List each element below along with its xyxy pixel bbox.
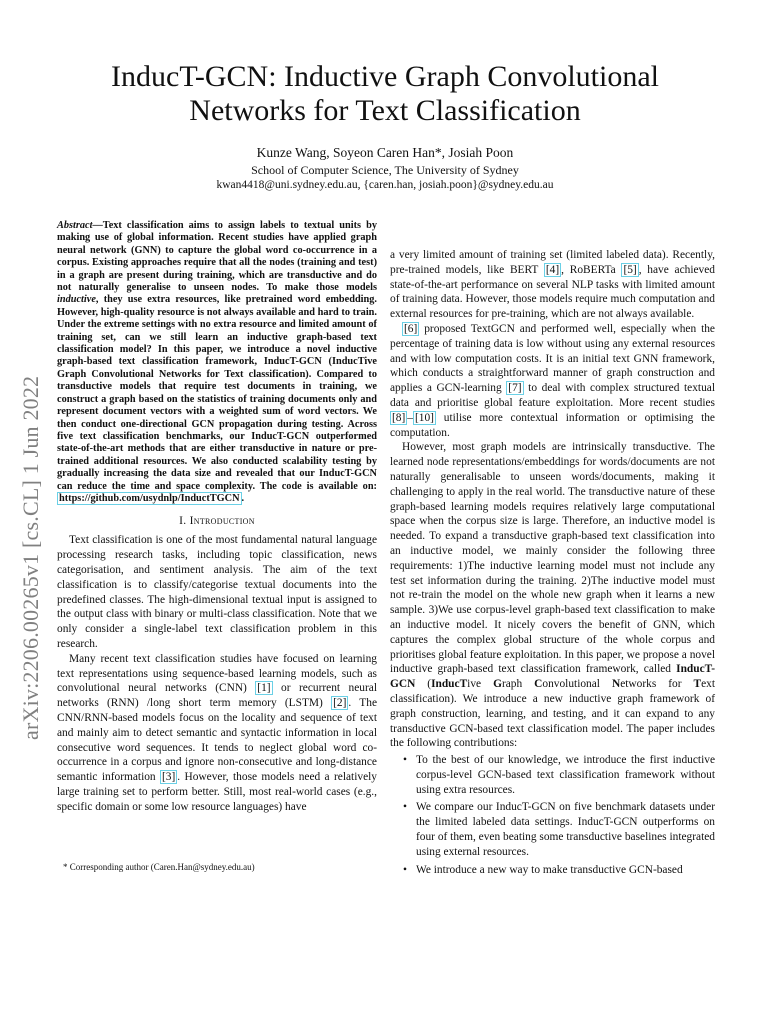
abstract-text-1: Text classification aims to assign labels to textual units by making use of global information. Recent studies have applied graph neural network (GNN) to capture the global word co-occurrence in a corpus. Existing approaches require that all the nodes (training and test) in a graph are present during training, which are transductive and do not naturally generalise to unseen nodes. To make those models [57,220,377,294]
right-p1-text-c: , have achieved state-of-the-art performance on several NLP tasks with limited amount of training data. However, those models require much computation and external resources for pre-training, which are not always available. [390,263,715,321]
intro-p2-text-c: . The CNN/RNN-based models focus on the locality and sequence of text and mainly aim to detect semantic and syntactic information in local consecutive word sequences. It tends to neglect global word co-occurrence in a corpus and ignore non-consecutive and long-distance semantic information [57,697,378,784]
contribution-item [390,753,715,797]
right-p3-text-a: However, most graph models are intrinsically transductive. The learned node representations/embeddings for words/documents are not naturally generalisable to unseen words/documents, making it challenging to apply in the real world. The transductive nature of these graph-based learning models requires relatively large computational space when the corpus size is large. Therefore, an inductive model is needed. To expand a transductive graph-based text classification into an inductive model, we mainly consider the following three requirements: 1)The inductive learning model must not include any test set information during the training. 2)The inductive model must not re-train the model on the whole new graph when it learns a new sample. 3)We use corpus-level graph-based text classification to make an inductive model. It nicely covers the benefit of GNN, which captures the complex global structure of the whole corpus and prioritises global feature exploitation. In this paper, we propose a novel inductive graph-based text classification framework, called [390,441,715,676]
acronym-text-3: onvolutional [542,678,612,691]
footnote: * Corresponding author (Caren.Han@sydney.edu.au) [63,862,255,872]
acronym-bold-2: G [493,678,502,691]
code-link[interactable]: https://github.com/usydnlp/InductTGCN [59,492,240,504]
model-name: InducT-GCN [390,663,715,691]
intro-paragraph-1: Text classification is one of the most fundamental natural language processing research tasks, including topic classification, news categorisation, and sentiment analysis. The aim of the text classification is to classify/categorise textual documents into the predefined classes. The high-dimensional textual input is assigned to the output class with binary or multi-class classification. Note that we only consider a single-label text classification problem in this research. [57,534,377,650]
citation-3[interactable]: [3] [162,771,176,784]
intro-p2-text-b: or recurrent neural networks (RNN) /long short term memory (LSTM) [57,682,377,710]
acronym-bold-5: T [693,678,702,691]
contribution-item [390,800,715,859]
contribution-list [390,753,715,877]
abstract-emphasis: inductive [57,294,96,306]
contribution-item [390,863,715,878]
acronym-bold-1: InducT [431,678,468,691]
paper-title: InducT-GCN: Inductive Graph Convolutional Networks for Text Classification [111,60,659,127]
citation-4[interactable]: [4] [545,263,560,276]
right-p2-text-c: utilise more contextual information or optimising the computation. [390,411,715,439]
right-p1-text-a: a very limited amount of training set (limited labeled data). Recently, pre-trained models, like BERT [390,249,715,276]
intro-paragraph-2 [57,652,377,815]
acronym-text-5: ext classification). We introduce a new inductive graph framework of graph construction, learning, and testing, and it can expand to any transductive GCN-based text classification model. The paper includes the following contributions: [390,678,715,750]
section-heading-introduction: I. Introduction [179,515,255,528]
citation-10[interactable]: [10] [415,411,434,424]
contribution-text: We compare our InducT-GCN on five benchmark datasets under the limited labeled data settings. InducT-GCN outperforms on four of them, even beating some transductive baselines integrated using external resources. [416,801,715,858]
right-paragraph-3 [390,440,715,751]
intro-p2-text-a: Many recent text classification studies have focused on learning text representations using sequence-based learning models, such as convolutional neural networks (CNN) [57,652,377,695]
citation-6[interactable]: [6] [404,322,418,335]
citation-1[interactable]: [1] [257,682,271,695]
contribution-text: To the best of our knowledge, we introduce the first inductive corpus-level GCN-based text classification framework without using extra resources. [416,754,715,796]
citation-2[interactable]: [2] [333,697,347,710]
arxiv-identifier: arXiv:2206.00265v1 [cs.CL] 1 Jun 2022 [18,375,43,740]
bullet-icon: • [403,801,407,814]
right-p2-text-a: proposed TextGCN and performed well, especially when the percentage of training data is low without using any external resources and with low computation costs. It is an initial text GNN framework, which conducts a straightforward manner of graph construction and applies a GCN-learning [390,322,715,395]
citation-5[interactable]: [5] [623,263,637,276]
acronym-text-2: raph [501,678,535,691]
citation-8[interactable]: [8] [392,411,406,424]
abstract-end: . [241,492,245,504]
intro-p2-text-d: . However, those models need a relatively large training set to perform better. Still, most real-world cases (e.g., specific domain or some low resource languages) have [57,771,377,813]
author-list: Kunze Wang, Soyeon Caren Han*, Josiah Poon [256,145,514,160]
abstract-text-2: , they use extra resources, like pretrained word embedding. However, high-quality resource is not always available and hard to train. Under the extreme settings with no extra resource and limited amount of training set, can we still learn an inductive graph-based text classification model? In this paper, we introduce a novel inductive graph-based text classification framework, InducT-GCN (InducTive Graph Convolutional Networks for Text classification). Compared to transductive models that require test documents in training, we construct a graph based on the statistics of training documents only and represent document vectors with a weighted sum of word vectors. We then conduct one-directional GCN propagation during testing. Across five text classification benchmarks, our InducT-GCN outperformed state-of-the-art methods that are either transductive in nature or pre-trained additional resources. We also conducted scalability testing by gradually increasing the data size and revealed that our InducT-GCN can reduce the time and space complexity. The code is available on: [57,294,377,492]
acronym-text-4: etworks for [620,678,694,691]
right-paragraph-1 [390,248,715,322]
bullet-icon: • [403,863,407,876]
affiliation: School of Computer Science, The University of Sydney [251,163,519,177]
author-emails: kwan4418@uni.sydney.edu.au, {caren.han, josiah.poon}@sydney.edu.au [216,179,554,191]
right-column [390,248,715,880]
abstract [57,220,377,505]
right-paragraph-2 [390,322,715,440]
citation-range-dash: – [407,411,413,424]
acronym-bold-3: C [534,678,543,691]
abstract-dash: — [92,220,103,231]
citation-7[interactable]: [7] [508,382,522,395]
contribution-text: We introduce a new way to make transductive GCN-based [416,863,683,876]
right-p3-text-b: ( [415,678,432,691]
right-p2-text-b: to deal with complex structured textual data and prioritise global feature exploitation. More recent studies [390,382,715,409]
abstract-label: Abstract [57,220,93,231]
acronym-bold-4: N [611,678,621,691]
acronym-text-1: ive [467,678,494,691]
bullet-icon: • [403,754,407,767]
right-p1-text-b: , RoBERTa [561,263,622,276]
left-column [57,220,377,814]
